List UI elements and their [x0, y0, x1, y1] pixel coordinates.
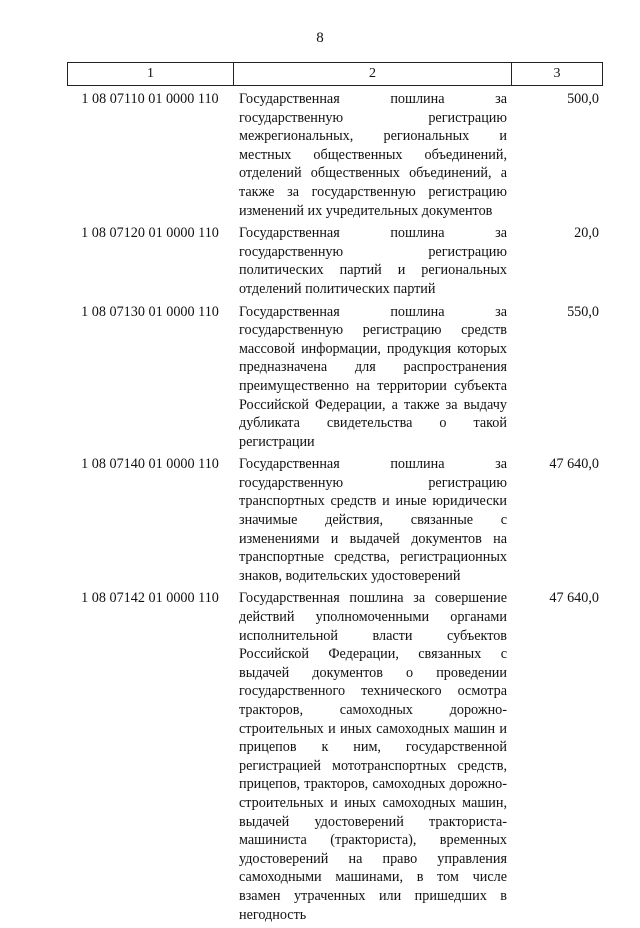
budget-code: 1 08 07120 01 0000 110 [81, 225, 219, 242]
table-row [67, 303, 603, 452]
budget-code: 1 08 07130 01 0000 110 [81, 303, 219, 320]
budget-code: 1 08 07110 01 0000 110 [81, 91, 219, 107]
fee-description: Государственная пошлина за государственную регистрацию транспортных средств и иные юридически значимые действия, связанные с изменениями и выдачей документов на транспортные средства, регистрационных знаков, водительских удостоверений [239, 456, 507, 584]
budget-code: 1 08 07140 01 0000 110 [81, 456, 219, 473]
table-row [67, 589, 603, 924]
fee-amount: 47 640,0 [549, 456, 599, 473]
table-header [67, 62, 603, 86]
fee-amount: 550,0 [567, 303, 599, 320]
header-col-3: 3 [553, 66, 561, 81]
fee-description: Государственная пошлина за совершение действий уполномоченными органами исполнительной власти субъектов Российской Федерации, связанных с выдачей документов о проведении государственного технического осмотра тракторов, самоходных дорожно-строительных и иных самоходных машин и прицепов к ним, государственной регистрацией мототранспортных средств, прицепов, тракторов, самоходных дорожно-строительных и иных самоходных машин, выдачей удостоверений тракториста-машиниста (тракториста), временных удостоверений на право управления самоходными машинами, в том числе взамен утраченных или пришедших в негодность [239, 590, 507, 923]
table-body [67, 90, 603, 928]
page-number: 8 [316, 30, 324, 46]
fee-description: Государственная пошлина за государственную регистрацию межрегиональных, региональных и местных общественных объединений, отделений общественных объединений, а также за государственную регистрацию изменений их учредительных документов [239, 91, 507, 219]
table-row [67, 455, 603, 585]
fee-amount: 500,0 [567, 91, 599, 107]
table-row [67, 90, 603, 220]
fee-description: Государственная пошлина за государственную регистрацию средств массовой информации, продукция которых предназначена для распространения преимущественно на территории субъекта Российской Федерации, а также за выдачу дубликата свидетельства о такой регистрации [239, 303, 507, 450]
fee-amount: 20,0 [574, 225, 599, 242]
budget-code: 1 08 07142 01 0000 110 [81, 590, 219, 607]
table-row [67, 224, 603, 298]
fee-description: Государственная пошлина за государственную регистрацию политических партий и региональных отделений политических партий [239, 225, 507, 297]
header-col-1: 1 [68, 63, 234, 85]
header-col-2: 2 [234, 63, 512, 85]
fee-amount: 47 640,0 [549, 590, 599, 607]
